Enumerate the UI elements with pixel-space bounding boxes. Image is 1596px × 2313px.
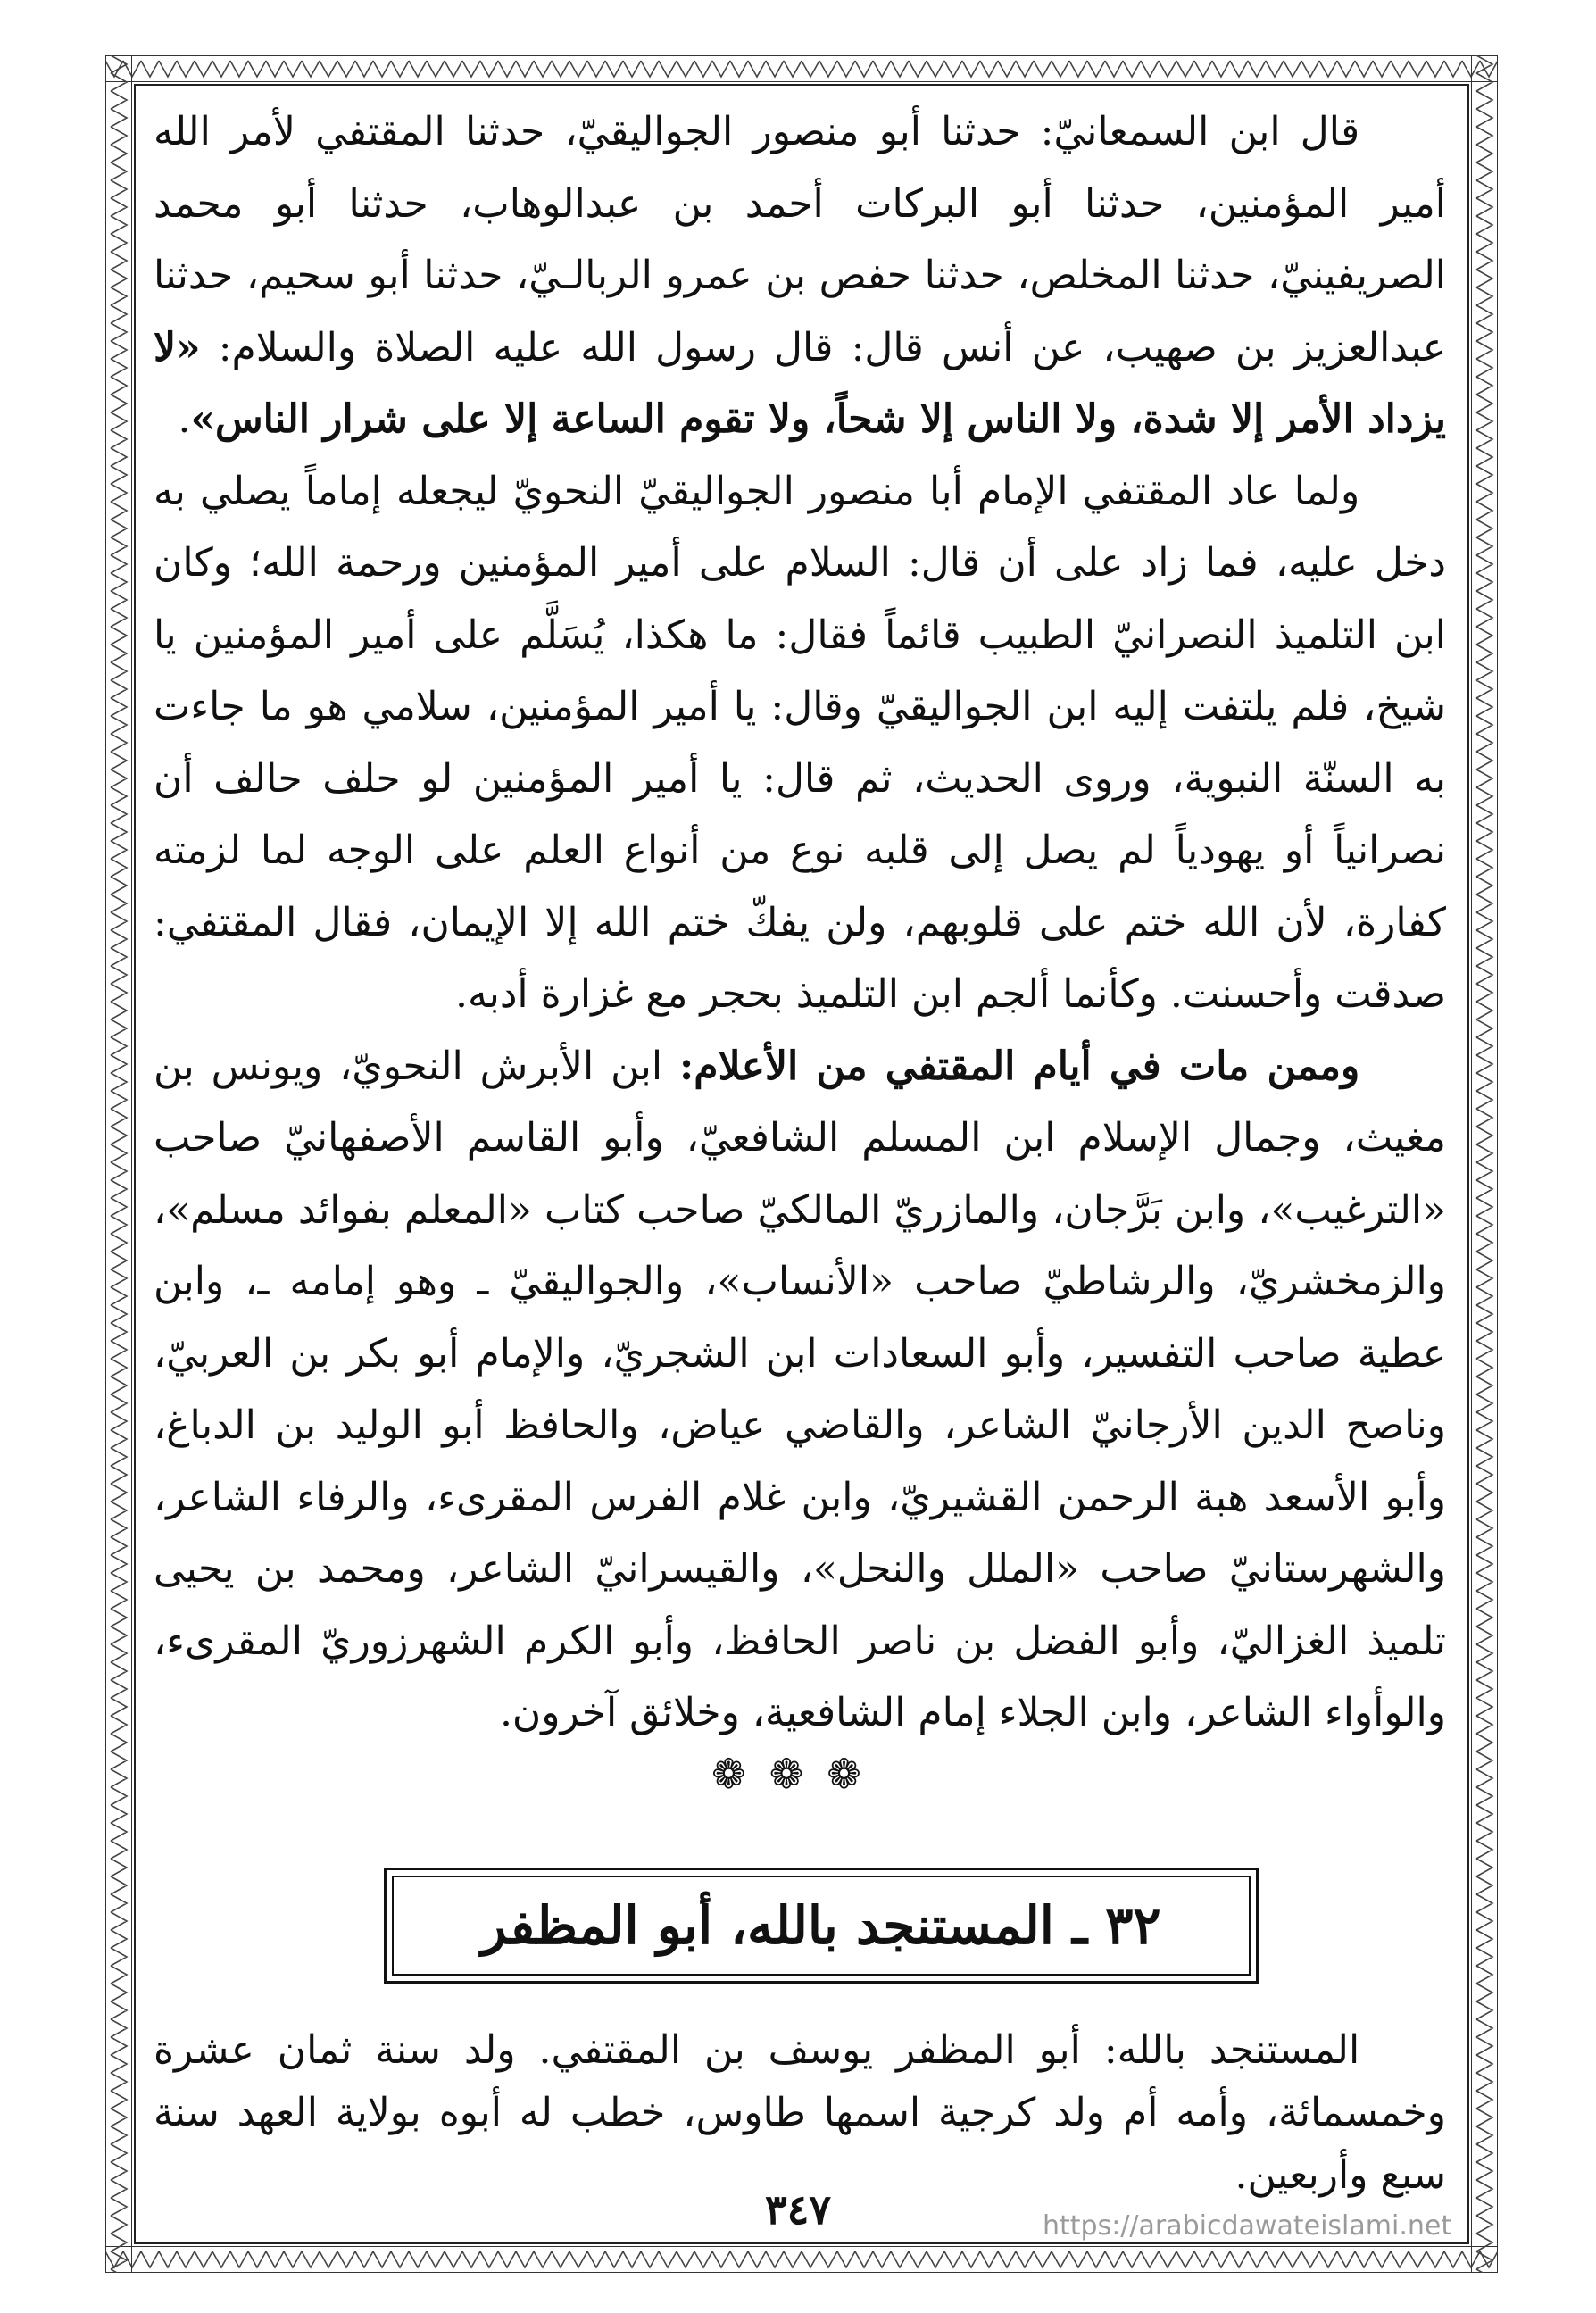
paragraph-deaths xyxy=(154,1031,1446,1750)
deaths-lead: وممن مات في أيام المقتفي من الأعلام: xyxy=(678,1043,1360,1089)
section-text xyxy=(154,2019,1446,2207)
section-heading-box xyxy=(384,1868,1259,1984)
decorative-border-left xyxy=(105,55,132,2273)
hadith-quote: «لا يزداد الأمر إلا شدة، ولا الناس إلا شحاً، ولا تقوم الساعة إلا على شرار الناس» xyxy=(154,324,1446,442)
main-text xyxy=(154,96,1446,1750)
isnad-text: قال ابن السمعانيّ: حدثنا أبو منصور الجواليقيّ، حدثنا المقتفي لأمر الله أمير المؤمنين، حدثنا أبو البركات أحمد بن عبدالوهاب، حدثنا أبو محمد الصريفينيّ، حدثنا المخلص، حدثنا حفص بن عمرو الربالـيّ، حدثنا أبو سحيم، حدثنا عبدالعزيز بن صهيب، عن أنس قال: قال رسول الله عليه الصلاة والسلام: xyxy=(154,109,1446,370)
section-separator: ❁❁❁ xyxy=(711,1750,885,1798)
paragraph-story: ولما عاد المقتفي الإمام أبا منصور الجواليقيّ النحويّ ليجعله إماماً يصلي به دخل عليه، فما زاد على أن قال: السلام على أمير المؤمنين ورحمة الله؛ وكان ابن التلميذ النصرانيّ الطبيب قائماً فقال: ما هكذا، يُسَلَّم على أمير المؤمنين يا شيخ، فلم يلتفت إليه ابن الجواليقيّ وقال: يا أمير المؤمنين، سلامي هو ما جاءت به السنّة النبوية، وروى الحديث، ثم قال: يا أمير المؤمنين لو حلف حالف أن نصرانياً أو يهودياً لم يصل إلى قلبه نوع من أنواع العلم على الوجه لما لزمته كفارة، لأن الله ختم على قلوبهم، ولن يفكّ ختم الله إلا الإيمان، فقال المقتفي: صدقت وأحسنت. وكأنما ألجم ابن التلميذ بحجر مع غزارة أدبه. xyxy=(154,468,1446,1017)
paragraph-mustanjid: المستنجد بالله: أبو المظفر يوسف بن المقتفي. ولد سنة ثمان عشرة وخمسمائة، وأمه أم ولد كرجية اسمها طاوس، خطب له أبوه بولاية العهد سنة سبع وأربعين. xyxy=(154,2027,1446,2198)
paragraph-end: . xyxy=(178,396,191,442)
paragraph-isnad xyxy=(154,96,1446,456)
page-number: ٣٤٧ xyxy=(764,2185,832,2234)
watermark-url: https://arabicdawateislami.net xyxy=(1037,2210,1457,2242)
decorative-border-bottom xyxy=(105,2246,1498,2273)
deaths-list: ابن الأبرش النحويّ، ويونس بن مغيث، وجمال الإسلام ابن المسلم الشافعيّ، وأبو القاسم الأصفهانيّ صاحب «الترغيب»، وابن بَرَّجان، والمازريّ المالكيّ صاحب كتاب «المعلم بفوائد مسلم»، والزمخشريّ، والرشاطيّ صاحب «الأنساب»، والجواليقيّ ـ وهو إمامه ـ، وابن عطية صاحب التفسير، وأبو السعادات ابن الشجريّ، والإمام أبو بكر بن العربيّ، وناصح الدين الأرجانيّ الشاعر، والقاضي عياض، والحافظ أبو الوليد بن الدباغ، وأبو الأسعد هبة الرحمن القشيريّ، وابن غلام الفرس المقرىء، والرفاء الشاعر، والشهرستانيّ صاحب «الملل والنحل»، والقيسرانيّ الشاعر، ومحمد بن يحيى تلميذ الغزاليّ، وأبو الفضل بن ناصر الحافظ، وأبو الكرم الشهرزوريّ المقرىء، والوأواء الشاعر، وابن الجلاء إمام الشافعية، وخلائق آخرون. xyxy=(154,1043,1447,1735)
section-heading: ٣٢ ـ المستنجد بالله، أبو المظفر xyxy=(392,1876,1251,1976)
decorative-border-right xyxy=(1471,55,1498,2273)
decorative-border-top xyxy=(105,55,1498,82)
